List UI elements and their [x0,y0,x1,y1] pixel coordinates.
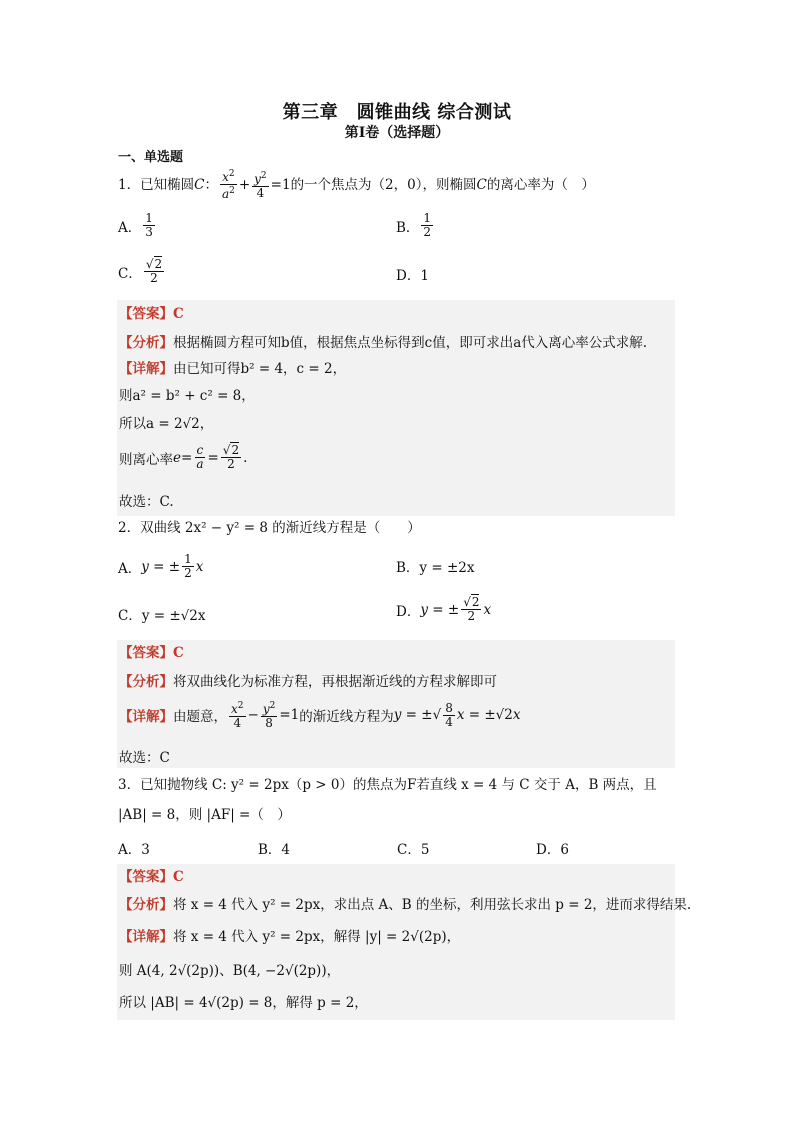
option-c: C．5 [397,842,430,858]
detail-1-line3: 所以a = 2√2， [119,416,214,432]
analysis-3: 【分析】 将 x = 4 代入 y² = 2px，求出点 A、B 的坐标，利用弦长求出 p = 2，进而求得结果. [119,897,692,913]
page-subtitle: 第Ⅰ卷（选择题） [344,125,450,141]
option-b: B．4 [258,842,291,858]
conclusion-2: 故选：C [119,750,170,766]
option-b: B． $\frac{1}{2}$ [396,211,432,239]
fraction: $\frac{√2}{2}$ [222,443,240,471]
detail-1: 【详解】 由已知可得b² = 4，c = 2， [119,361,347,377]
detail-1-line4: 则离心率 e = $\frac{c}{a}$ = $\frac{√2}{2}$ . [119,443,248,471]
option-a: A．3 [118,842,150,858]
detail-2: 【详解】 由题意， $\frac{x^2}{4}$ − $\frac{y^2}{8}$ =1 的渐近线方程为 y = ±√ $\frac{8}{4}$ x = ±√2 x [119,700,521,730]
detail-3: 【详解】 将 x = 4 代入 y² = 2px，解得 |y| = 2√(2p)， [119,929,461,945]
page-title: 第三章 圆锥曲线 综合测试 [282,102,512,123]
question-1-stem: 1．已知椭圆 C ： $\frac{x^2}{a^2}$ + $\frac{y^2}{4}$ =1 的一个焦点为（2，0），则椭圆 C 的离心率为（ ） [118,169,595,201]
fraction: $\frac{1}{2}$ [423,211,432,239]
option-a: A． $\frac{1}{3}$ [118,211,153,239]
analysis-2: 【分析】 将双曲线化为标准方程，再根据渐近线的方程求解即可 [119,674,497,690]
fraction: $\frac{c}{a}$ [196,443,204,471]
section-heading: 一、单选题 [118,150,184,165]
option-a: A． y = ± $\frac{1}{2}$ x [118,552,204,580]
option-c: C． $\frac{√2}{2}$ [118,257,163,285]
option-d: D．6 [536,842,569,858]
option-b: B．y = ±2x [396,560,475,576]
question-3-stem: 3．已知抛物线 C: y² = 2px（p > 0）的焦点为F若直线 x = 4 与 C 交于 A，B 两点，且 [118,777,657,793]
fraction: $\frac{y^2}{4}$ [254,170,267,200]
conclusion-1: 故选：C. [119,494,174,510]
question-3-stem-line2: |AB| = 8，则 |AF| =（ ） [118,807,291,823]
answer-2: 【答案】C [119,645,184,661]
answer-1: 【答案】C [119,306,184,322]
answer-3: 【答案】C [119,869,184,885]
detail-1-line2: 则a² = b² + c² = 8， [119,388,255,404]
option-d: D．1 [396,268,429,284]
detail-3-line3: 所以 |AB| = 4√(2p) = 8，解得 p = 2， [119,995,368,1011]
analysis-1: 【分析】 根据椭圆方程可知b值，根据焦点坐标得到c值，即可求出a代入离心率公式求解. [119,335,648,351]
fraction: $\frac{1}{3}$ [145,211,153,239]
detail-3-line2: 则 A(4, 2√(2p))、B(4, −2√(2p))， [119,963,341,979]
fraction: $\frac{√2}{2}$ [145,257,163,285]
fraction: $\frac{x^2}{a^2}$ [221,169,235,201]
option-c: C．y = ±√2x [118,608,206,624]
question-2-stem: 2．双曲线 2x² − y² = 8 的渐近线方程是（ ） [118,520,421,536]
option-d: D． y = ± $\frac{√2}{2}$ x [396,595,492,623]
